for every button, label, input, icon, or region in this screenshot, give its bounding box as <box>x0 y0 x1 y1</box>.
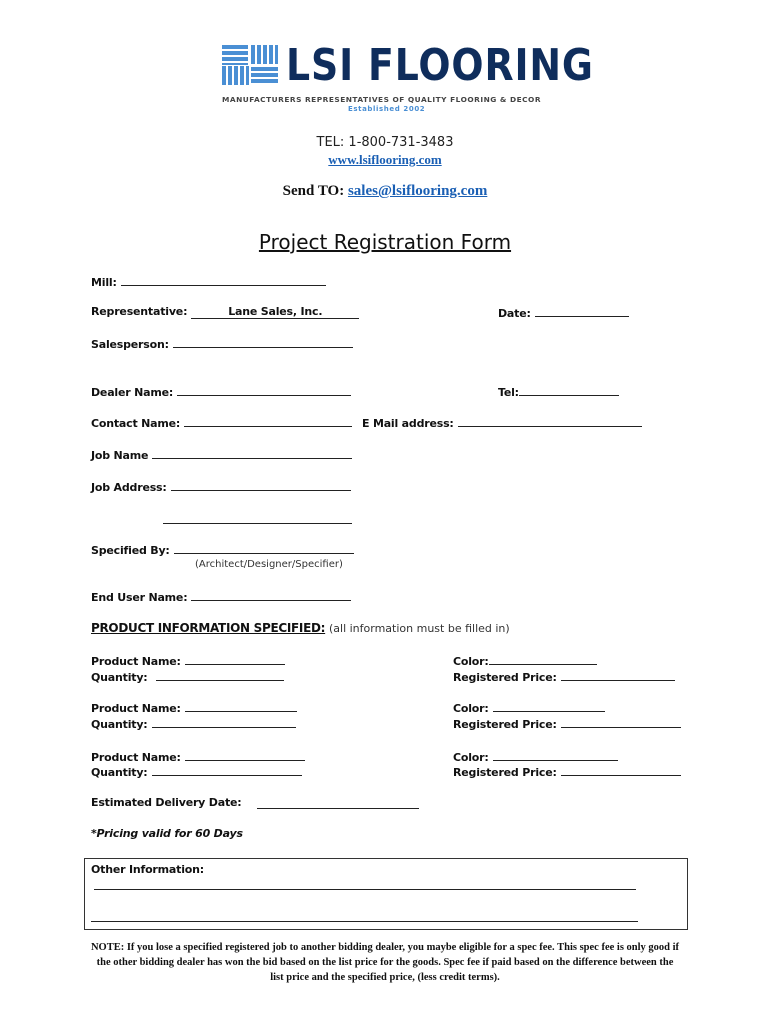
delivery-field[interactable] <box>257 797 419 809</box>
product-name-1 <box>91 653 285 668</box>
end-user-field[interactable] <box>191 589 351 601</box>
established: Established 2002 <box>348 105 426 113</box>
salesperson-field[interactable] <box>173 336 353 348</box>
representative-field[interactable] <box>191 305 359 319</box>
send-to-email[interactable]: sales@lsiflooring.com <box>347 183 488 199</box>
color-field[interactable] <box>489 653 597 665</box>
tagline: MANUFACTURERS REPRESENTATIVES OF QUALITY FLOORING & DECOR <box>222 95 542 104</box>
website-link[interactable]: www.lsiflooring.com <box>328 152 442 167</box>
job-name-field[interactable] <box>152 447 352 459</box>
product-name-label: Product Name: <box>91 655 181 668</box>
representative-label: Representative: <box>91 305 188 318</box>
job-name-row <box>91 447 352 462</box>
price-field[interactable] <box>561 716 681 728</box>
color-1 <box>453 653 597 668</box>
product-heading: PRODUCT INFORMATION SPECIFIED: <box>91 621 326 635</box>
specified-by-label: Specified By: <box>91 544 170 557</box>
quantity-label: Quantity: <box>91 671 148 684</box>
tel-field[interactable] <box>519 384 619 396</box>
page-title: Project Registration Form <box>258 230 512 254</box>
dealer-label: Dealer Name: <box>91 386 174 399</box>
logo-text: LSI FLOORING <box>286 40 594 91</box>
logo-icon <box>222 45 278 85</box>
tel-label: Tel: <box>498 386 519 399</box>
product-name-2 <box>91 700 297 715</box>
mill-field[interactable] <box>121 274 326 286</box>
color-label: Color: <box>453 751 489 764</box>
other-information-label: Other Information: <box>91 863 204 876</box>
mill-label: Mill: <box>91 276 117 289</box>
dealer-field[interactable] <box>177 384 351 396</box>
price-field[interactable] <box>561 764 681 776</box>
color-3 <box>453 749 618 764</box>
product-name-field[interactable] <box>185 749 305 761</box>
other-information-box <box>84 858 688 930</box>
date-label: Date: <box>498 307 531 320</box>
job-address-row <box>91 479 351 494</box>
specified-by-field[interactable] <box>174 542 354 554</box>
product-name-3 <box>91 749 305 764</box>
product-name-field[interactable] <box>185 653 285 665</box>
quantity-label: Quantity: <box>91 766 148 779</box>
contact-label: Contact Name: <box>91 417 181 430</box>
representative-value: Lane Sales, Inc. <box>228 305 323 318</box>
date-field[interactable] <box>535 305 629 317</box>
mill-row <box>91 274 326 289</box>
quantity-3 <box>91 764 302 779</box>
color-field[interactable] <box>493 700 605 712</box>
footer-note: NOTE: If you lose a specified registered job to another bidding dealer, you maybe eligible for a spec fee. This spec fee is only good if the other bidding dealer has won the bid based on the list price for the goods. Spec fee if paid based on the difference between the list price and the specified price, (less credit terms). <box>90 942 680 983</box>
price-1 <box>453 669 675 684</box>
dealer-row <box>91 384 351 399</box>
website-row <box>0 152 770 168</box>
color-label: Color: <box>453 702 489 715</box>
product-heading-row <box>91 621 510 635</box>
product-note: (all information must be filled in) <box>328 622 510 635</box>
salesperson-label: Salesperson: <box>91 338 169 351</box>
delivery-label: Estimated Delivery Date: <box>91 796 242 809</box>
color-2 <box>453 700 605 715</box>
other-information-line-1[interactable] <box>94 879 636 890</box>
tel: TEL: 1-800-731-3483 <box>316 135 454 150</box>
quantity-1 <box>91 669 284 684</box>
quantity-field[interactable] <box>156 669 284 681</box>
price-label: Registered Price: <box>453 718 557 731</box>
job-address-label: Job Address: <box>91 481 167 494</box>
job-address-field[interactable] <box>171 479 351 491</box>
price-2 <box>453 716 681 731</box>
pricing-note: *Pricing valid for 60 Days <box>91 827 243 840</box>
salesperson-row <box>91 336 353 351</box>
price-label: Registered Price: <box>453 766 557 779</box>
other-information-line-2[interactable] <box>91 911 638 922</box>
date-row <box>498 305 629 320</box>
end-user-row <box>91 589 351 604</box>
color-label: Color: <box>453 655 489 668</box>
tel-row <box>498 384 619 399</box>
price-3 <box>453 764 681 779</box>
email-label: E Mail address: <box>362 417 454 430</box>
product-name-label: Product Name: <box>91 751 181 764</box>
quantity-label: Quantity: <box>91 718 148 731</box>
specified-by-row <box>91 542 354 557</box>
product-name-label: Product Name: <box>91 702 181 715</box>
job-name-label: Job Name <box>91 449 149 462</box>
send-to <box>0 183 770 200</box>
email-row <box>362 415 642 430</box>
quantity-field[interactable] <box>152 716 296 728</box>
email-field[interactable] <box>458 415 642 427</box>
end-user-label: End User Name: <box>91 591 188 604</box>
specified-by-hint: (Architect/Designer/Specifier) <box>195 559 343 570</box>
quantity-field[interactable] <box>152 764 302 776</box>
send-to-label: Send TO: <box>282 183 345 199</box>
product-name-field[interactable] <box>185 700 297 712</box>
contact-field[interactable] <box>184 415 352 427</box>
price-label: Registered Price: <box>453 671 557 684</box>
price-field[interactable] <box>561 669 675 681</box>
contact-row <box>91 415 352 430</box>
quantity-2 <box>91 716 296 731</box>
color-field[interactable] <box>493 749 618 761</box>
representative-row <box>91 305 359 319</box>
job-address-field-2[interactable] <box>163 512 352 524</box>
